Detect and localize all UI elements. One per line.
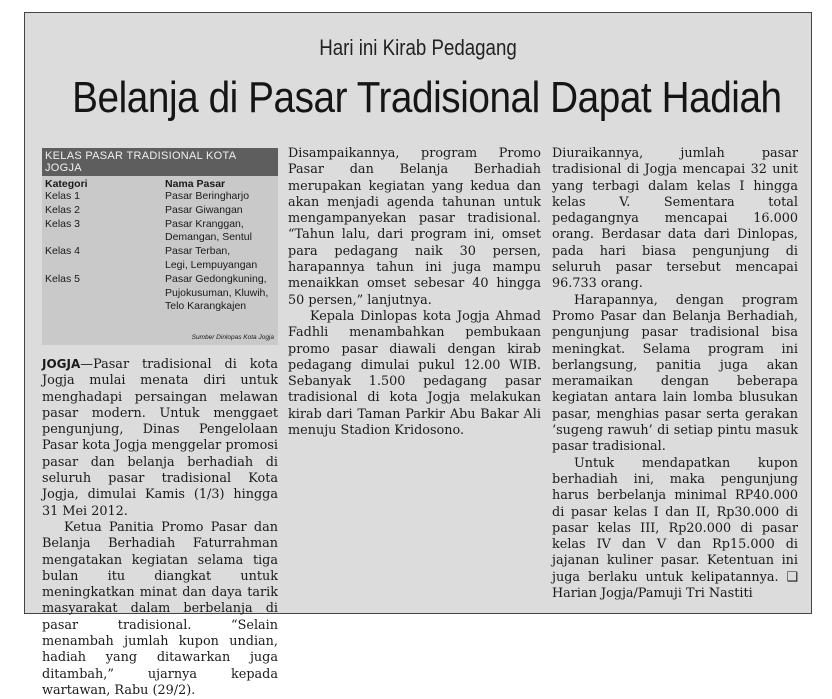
- table-row: [42, 231, 278, 245]
- table-row: [42, 204, 278, 218]
- header-category: Kategori: [45, 178, 88, 190]
- headline: Belanja di Pasar Tradisional Dapat Hadiah: [72, 73, 782, 122]
- pasar-cell: Pasar Terban,: [165, 245, 231, 258]
- kelas-cell: [45, 259, 165, 273]
- kelas-cell: [45, 231, 165, 245]
- paragraph-7: Untuk mendapatkan kupon berhadiah ini, maka pengunjung harus berbelanja minimal RP40.000 di pasar kelas I dan II, Rp30.000 di pasar kelas III, Rp20.000 di pasar kelas IV dan V dan Rp15.000 di jajanan kuliner pasar. Ketentuan ini juga berlaku untuk kelipatannya. ❑ Harian Jogja/Pamuji Tri Nastiti: [552, 455, 798, 602]
- header-market: Nama Pasar: [165, 178, 226, 190]
- kelas-cell: [45, 300, 165, 314]
- pasar-cell: Demangan, Sentul: [165, 231, 252, 244]
- paragraph-3: Disampaikannya, program Promo Pasar dan Belanja Berhadiah merupakan kegiatan yang kedua dan akan menjadi agenda tahunan untuk mengampanyekan pasar tradisional. “Tahun lalu, dari program ini, omset para pedagang naik 30 persen, harapannya tahun ini juga mampu menaikkan omset sebesar 40 hingga 50 persen,” lanjutnya.: [288, 146, 541, 308]
- table-source: Sumber Dinlopas Kota Jogja: [191, 334, 274, 341]
- pasar-cell: Telo Karangkajen: [165, 300, 247, 313]
- pasar-cell: Pasar Kranggan,: [165, 217, 244, 230]
- table-row: [42, 300, 278, 314]
- paragraph-6: Harapannya, dengan program Promo Pasar dan Belanja Berhadiah, pengunjung pasar tradisional bisa meningkat. Selama program ini berlangsung, panitia juga akan meramaikan dengan beberapa kegiatan antara lain lomba blusukan pasar, menghias pasar serta gerakan ‘sugeng rawuh’ di setiap pintu masuk pasar tradisional.: [552, 292, 798, 455]
- column-1: [42, 356, 278, 699]
- paragraph-2: Ketua Panitia Promo Pasar dan Belanja Berhadiah Faturrahman mengatakan kegiatan selama tiga bulan itu diangkat untuk meningkatkan minat dan daya tarik masyarakat dalam berbelanja di pasar tradisional. “Selain menambah jumlah kupon undian, hadiah yang ditawarkan juga ditambah,” ujarnya kepada wartawan, Rabu (29/2).: [42, 519, 278, 698]
- kelas-cell: Kelas 1: [45, 190, 81, 202]
- dateline: JOGJA: [42, 357, 81, 371]
- table-row: [42, 273, 278, 287]
- pasar-cell: Pasar Giwangan: [165, 203, 243, 216]
- table-row: [42, 245, 278, 259]
- paragraph-1-text: —Pasar tradisional di kota Jogja mulai menata diri untuk menghadapi persaingan melawan pasar modern. Untuk menggaet pengunjung, Dinas Pengelolaan Pasar kota Jogja menggelar promosi pasar dan belanja berhadiah di seluruh pasar tradisional Kota Jogja, dimulai Kamis (1/3) hingga 31 Mei 2012.: [42, 357, 278, 519]
- pasar-cell: Pujokusuman, Kluwih,: [165, 286, 269, 299]
- paragraph-5: Diuraikannya, jumlah pasar tradisional di Jogja mencapai 32 unit yang terbagi dalam kelas I hingga kelas V. Sementara total pedagangnya mencapai 16.000 orang. Berdasar data dari Dinlopas, pada hari biasa pengunjung di seluruh pasar tersebut mencapai 96.733 orang.: [552, 146, 798, 292]
- kelas-cell: Kelas 3: [45, 217, 81, 230]
- kelas-cell: Kelas 4: [45, 245, 81, 258]
- table-row: [42, 287, 278, 301]
- pasar-cell: Pasar Beringharjo: [165, 190, 250, 202]
- market-class-table: [42, 148, 278, 345]
- table-header: [42, 176, 278, 190]
- paragraph-1: [42, 356, 278, 520]
- column-3: [552, 146, 798, 602]
- kicker: Hari ini Kirab Pedagang: [319, 35, 517, 60]
- table-title: KELAS PASAR TRADISIONAL KOTA JOGJA: [42, 148, 278, 176]
- table-row: [42, 218, 278, 232]
- table-row: [42, 259, 278, 273]
- kelas-cell: Kelas 2: [45, 203, 81, 216]
- column-2: [288, 146, 541, 439]
- pasar-cell: Legi, Lempuyangan: [165, 258, 258, 271]
- table-row: [42, 190, 278, 204]
- paragraph-4: Kepala Dinlopas kota Jogja Ahmad Fadhli menambahkan pembukaan promo pasar diawali dengan kirab pedagang dimulai pukul 12.00 WIB. Sebanyak 1.500 pedagang pasar tradisional di kota Jogja melakukan kirab dari Taman Parkir Abu Bakar Ali menuju Stadion Kridosono.: [288, 308, 541, 439]
- kelas-cell: Kelas 5: [45, 272, 81, 285]
- pasar-cell: Pasar Gedongkuning,: [165, 272, 267, 285]
- table-rows: [42, 190, 278, 314]
- kelas-cell: [45, 287, 165, 301]
